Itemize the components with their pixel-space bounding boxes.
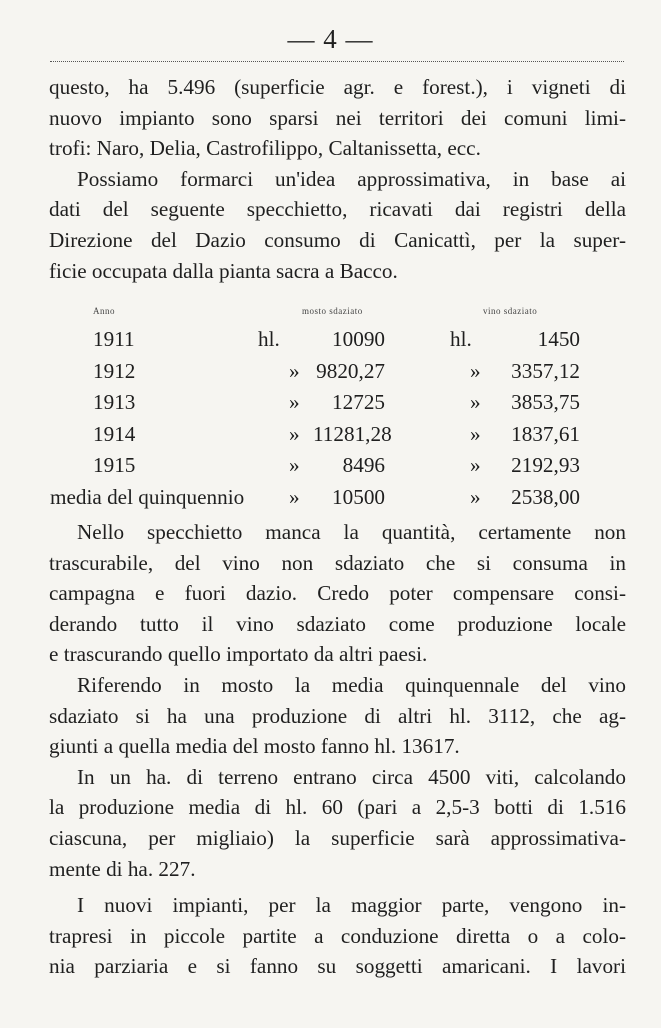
wine-table <box>0 327 661 517</box>
table-row <box>0 453 661 485</box>
ditto-mark: » <box>470 358 481 383</box>
text-line: campagna e fuori dazio. Credo poter compensare consi- <box>49 581 626 606</box>
year-cell: 1911 <box>93 327 135 351</box>
vino-value: 2538,00 <box>511 484 580 509</box>
column-header-anno: Anno <box>93 306 115 316</box>
paragraph-3 <box>49 517 626 670</box>
text-line: sdaziato si ha una produzione di altri hl. 3112, che ag- <box>49 703 626 728</box>
ditto-mark: » <box>289 390 300 415</box>
text-line: ciascuna, per migliaio) la superficie sarà approssimativa- <box>49 825 626 850</box>
text-line: Direzione del Dazio consumo di Canicattì, per la super- <box>49 227 626 252</box>
text-line: In un ha. di terreno entrano circa 4500 viti, calcolando <box>77 764 626 789</box>
mosto-value: 11281,28 <box>313 421 392 446</box>
text-line: trofi: Naro, Delia, Castrofilippo, Caltanissetta, ecc. <box>49 136 481 161</box>
text-line: I nuovi impianti, per la maggior parte, vengono in- <box>77 893 626 918</box>
text-line: trapresi in piccole partite a conduzione diretta o a colo- <box>49 923 626 948</box>
column-header-mosto: mosto sdaziato <box>302 306 363 316</box>
mosto-value: 10500 <box>332 484 385 509</box>
table-row-average <box>0 485 661 517</box>
year-cell: 1912 <box>93 358 136 383</box>
paragraph-1 <box>49 72 626 164</box>
text-line: dati del seguente specchietto, ricavati dai registri della <box>49 197 626 222</box>
unit-cell: hl. <box>258 327 280 351</box>
ditto-mark: » <box>289 358 300 383</box>
text-line: mente di ha. 227. <box>49 856 196 881</box>
vino-value: 2192,93 <box>511 453 580 478</box>
text-line: ficie occupata dalla pianta sacra a Bacco. <box>49 258 398 283</box>
year-cell: 1913 <box>93 390 136 415</box>
text-line: Possiamo formarci un'idea approssimativa, in base ai <box>77 166 626 191</box>
text-block-top <box>49 72 626 286</box>
mosto-value: 8496 <box>342 453 385 478</box>
text-line: giunti a quella media del mosto fanno hl. 13617. <box>49 734 460 759</box>
ditto-mark: » <box>289 484 300 509</box>
year-cell: 1914 <box>93 421 136 446</box>
ditto-mark: » <box>470 390 481 415</box>
paragraph-5 <box>49 762 626 884</box>
table-row <box>0 422 661 454</box>
text-line: e trascurando quello importato da altri paesi. <box>49 642 428 667</box>
page-number: — 4 — <box>287 24 374 54</box>
mosto-value: 10090 <box>332 327 385 351</box>
mosto-value: 9820,27 <box>316 358 385 383</box>
text-block-bottom <box>49 517 626 982</box>
text-line: nia parziaria e si fanno su soggetti amaricani. I lavori <box>49 954 626 979</box>
unit-cell: hl. <box>450 327 472 351</box>
text-line: trascurabile, del vino non sdaziato che si consuma in <box>49 550 626 575</box>
text-line: questo, ha 5.496 (superficie agr. e forest.), i vigneti di <box>49 75 626 99</box>
year-cell: 1915 <box>93 453 136 478</box>
ditto-mark: » <box>470 453 481 478</box>
text-line: Nello specchietto manca la quantità, certamente non <box>77 520 626 544</box>
ditto-mark: » <box>289 453 300 478</box>
average-label: media del quinquennio <box>50 484 245 509</box>
text-line: nuovo impianto sono sparsi nei territori dei comuni limi- <box>49 105 626 130</box>
mosto-value: 12725 <box>332 390 385 415</box>
paragraph-2 <box>49 164 626 286</box>
vino-value: 3853,75 <box>511 390 580 415</box>
vino-value: 1450 <box>537 327 580 351</box>
ditto-mark: » <box>289 421 300 446</box>
table-header <box>0 306 661 320</box>
table-row <box>0 390 661 422</box>
paragraph-4 <box>49 670 626 762</box>
table-row <box>0 327 661 359</box>
header-rule <box>50 61 624 62</box>
text-line: la produzione media di hl. 60 (pari a 2,5-3 botti di 1.516 <box>49 795 626 820</box>
ditto-mark: » <box>470 421 481 446</box>
ditto-mark: » <box>470 484 481 509</box>
column-header-vino: vino sdaziato <box>483 306 538 316</box>
table-row <box>0 359 661 391</box>
vino-value: 1837,61 <box>511 421 580 446</box>
vino-value: 3357,12 <box>511 358 580 383</box>
text-line: Riferendo in mosto la media quinquennale del vino <box>77 672 626 697</box>
paragraph-6 <box>49 890 626 982</box>
text-line: derando tutto il vino sdaziato come produzione locale <box>49 611 626 636</box>
